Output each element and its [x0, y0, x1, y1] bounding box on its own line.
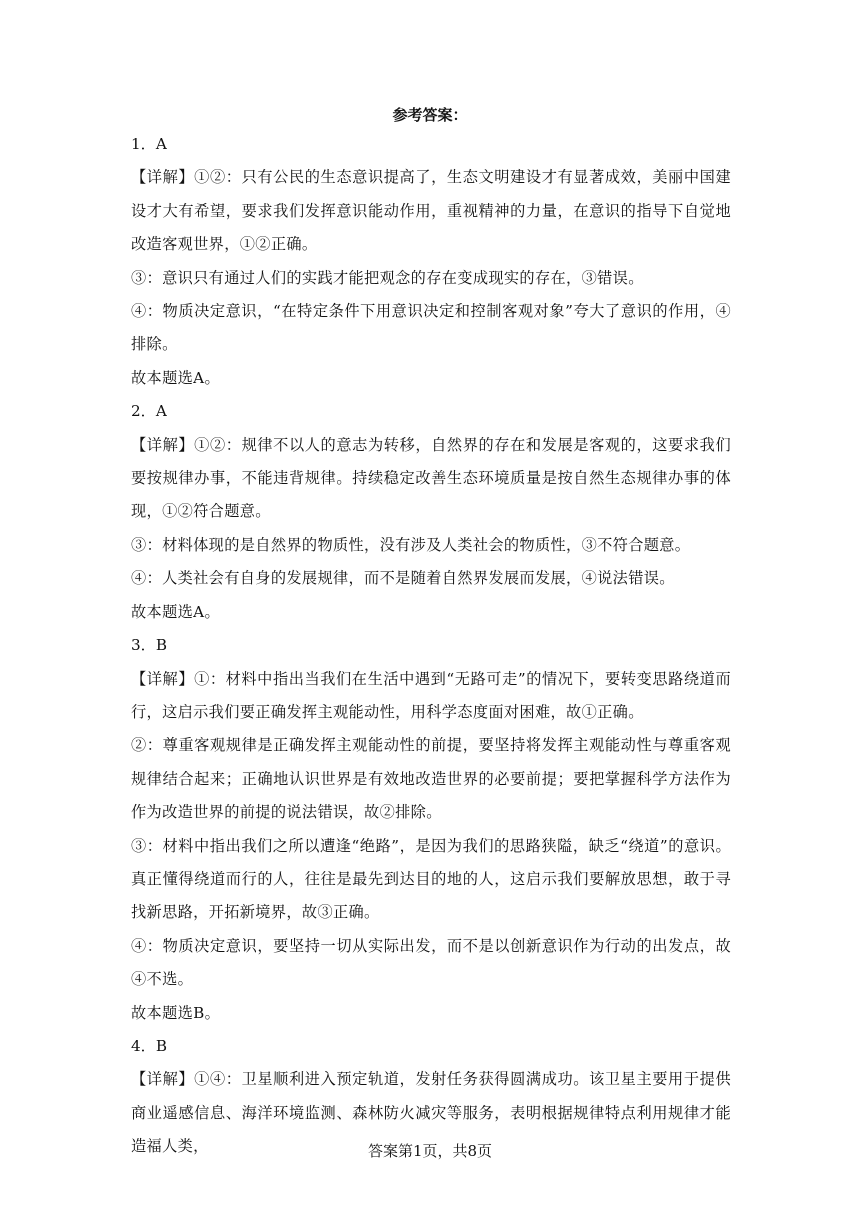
- explanation-paragraph: ③：意识只有通过人们的实践才能把观念的存在变成现实的存在，③错误。: [131, 268, 644, 287]
- answer-number: 1．A: [131, 135, 167, 153]
- answer-number: 2．A: [131, 402, 167, 421]
- explanation-paragraph: 【详解】①②：规律不以人的意志为转移，自然界的存在和发展是客观的，这要求我们要按规律办事，不能违背规律。持续稳定改善生态环境质量是按自然生态规律办事的体现，①②符合题意。: [131, 435, 731, 521]
- answer-number: 3．B: [131, 636, 168, 655]
- explanation-paragraph: ④：物质决定意识，要坚持一切从实际出发，而不是以创新意识作为行动的出发点，故④不选。: [131, 936, 731, 989]
- answer-number: 4．B: [131, 1036, 168, 1055]
- answer-content: [131, 128, 731, 1164]
- explanation-paragraph: ②：尊重客观规律是正确发挥主观能动性的前提，要坚持将发挥主观能动性与尊重客观规律结合起来；正确地认识世界是有效地改造世界的必要前提；要把掌握科学方法作为作为改造世界的前提的说法错误，故②排除。: [131, 736, 731, 822]
- page-footer: 答案第1页，共8页: [367, 1142, 493, 1160]
- explanation-paragraph: 【详解】①：材料中指出当我们在生活中遇到“无路可走”的情况下，要转变思路绕道而行，这启示我们要正确发挥主观能动性，用科学态度面对困难，故①正确。: [131, 669, 731, 721]
- explanation-paragraph: ④：人类社会有自身的发展规律，而不是随着自然界发展而发展，④说法错误。: [131, 569, 675, 588]
- explanation-paragraph: ③：材料中指出我们之所以遭逢“绝路”，是因为我们的思路狭隘，缺乏“绕道”的意识。真正懂得绕道而行的人，往往是最先到达目的地的人，这启示我们要解放思想，敢于寻找新思路，开拓新境界，故③正确。: [131, 836, 731, 922]
- conclusion-line: 故本题选B。: [131, 1003, 221, 1022]
- page-title: 参考答案：: [392, 106, 468, 124]
- explanation-paragraph: 【详解】①②：只有公民的生态意识提高了，生态文明建设才有显著成效，美丽中国建设才大有希望，要求我们发挥意识能动作用，重视精神的力量，在意识的指导下自觉地改造客观世界，①②正确。: [131, 168, 731, 254]
- explanation-paragraph: 【详解】①④：卫星顺利进入预定轨道，发射任务获得圆满成功。该卫星主要用于提供商业遥感信息、海洋环境监测、森林防火减灾等服务，表明根据规律特点利用规律才能造福人类，: [131, 1070, 731, 1156]
- conclusion-line: 故本题选A。: [131, 602, 221, 621]
- conclusion-line: 故本题选A。: [131, 368, 221, 387]
- explanation-paragraph: ③：材料体现的是自然界的物质性，没有涉及人类社会的物质性，③不符合题意。: [131, 535, 691, 554]
- explanation-paragraph: ④：物质决定意识，“在特定条件下用意识决定和控制客观对象”夸大了意识的作用，④排除。: [131, 302, 731, 354]
